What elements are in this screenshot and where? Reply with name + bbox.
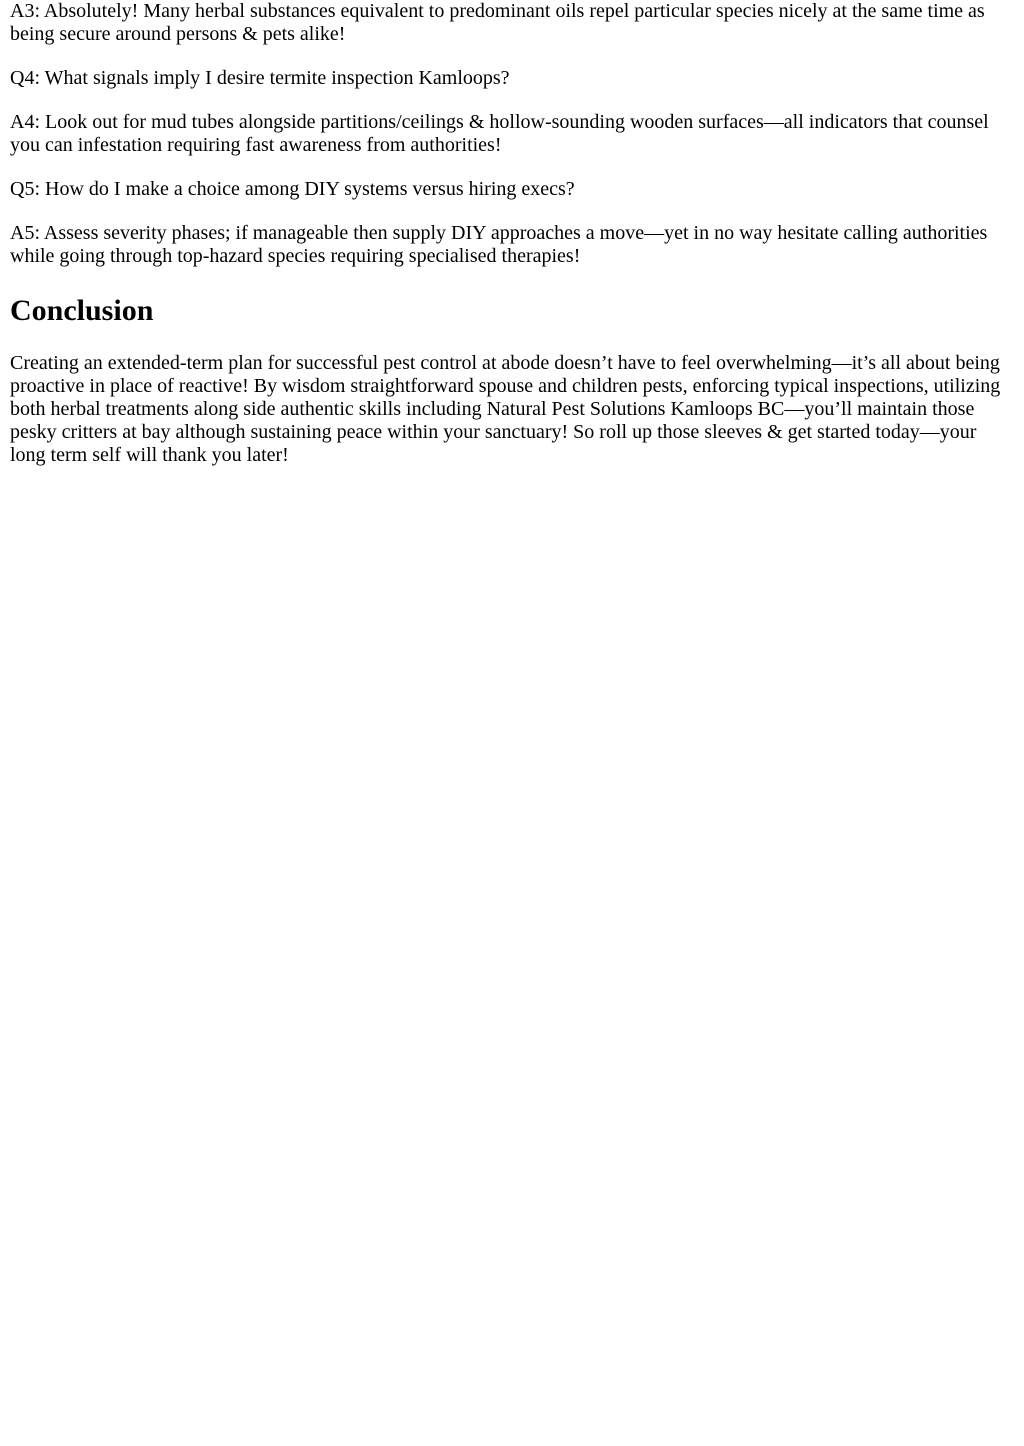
conclusion-heading: Conclusion <box>10 294 154 327</box>
faq-answer-4: A4: Look out for mud tubes alongside partitions/ceilings & hollow-sounding wooden surfaces—all indicators that counsel you can infestation requiring fast awareness from authorities! <box>10 111 989 156</box>
conclusion-paragraph: Creating an extended-term plan for successful pest control at abode doesn’t have to feel overwhelming—it’s all about being proactive in place of reactive! By wisdom straightforward spouse and children pests, enforcing typical inspections, utilizing both herbal treatments along side authentic skills including Natural Pest Solutions Kamloops BC—you’ll maintain those pesky critters at bay although sustaining peace within your sanctuary! So roll up those sleeves & get started today—your long term self will thank you later! <box>10 352 1001 466</box>
faq-question-4: Q4: What signals imply I desire termite inspection Kamloops? <box>10 67 510 89</box>
article-body <box>0 0 1024 467</box>
faq-answer-5: A5: Assess severity phases; if manageable then supply DIY approaches a move—yet in no way hesitate calling authorities while going through top-hazard species requiring specialised therapies! <box>10 222 988 267</box>
faq-answer-3: A3: Absolutely! Many herbal substances equivalent to predominant oils repel particular species nicely at the same time as being secure around persons & pets alike! <box>10 0 985 45</box>
faq-question-5: Q5: How do I make a choice among DIY systems versus hiring execs? <box>10 178 575 200</box>
